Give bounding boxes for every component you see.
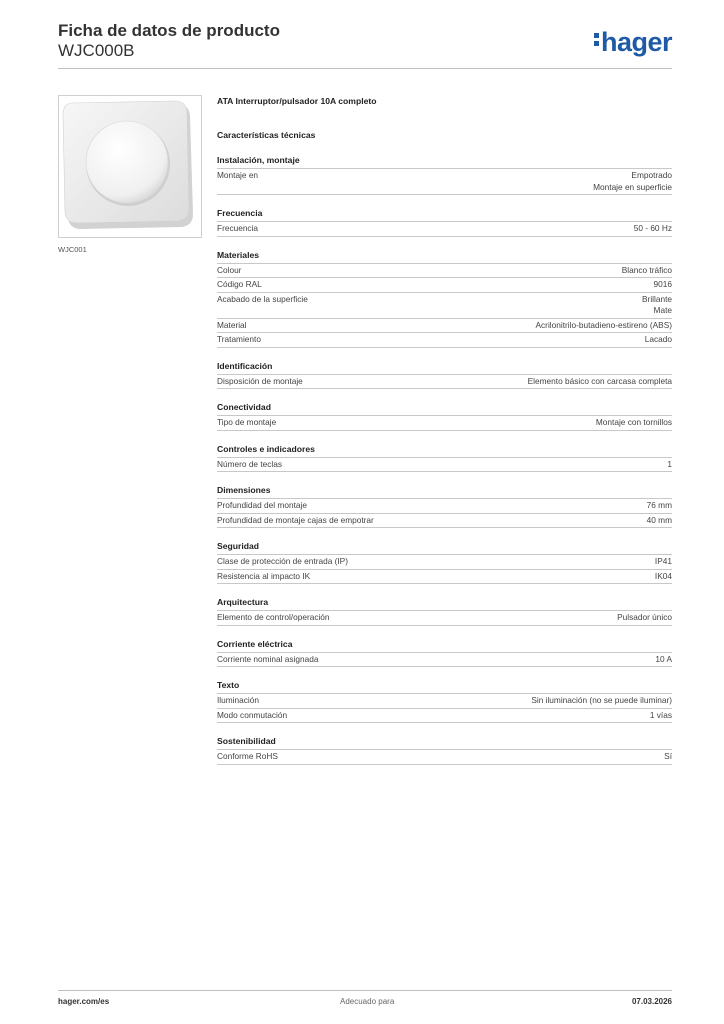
section-title: Conectividad [217, 401, 672, 416]
footer-suitable-for: Adecuado para [340, 997, 395, 1006]
header-divider [58, 68, 672, 69]
spec-section [217, 249, 672, 348]
spec-row [217, 514, 672, 529]
spec-value: 40 mm [646, 514, 672, 525]
spec-section [217, 484, 672, 528]
spec-section [217, 735, 672, 765]
spec-section [217, 154, 672, 195]
spec-label: Frecuencia [217, 223, 259, 233]
spec-label: Disposición de montaje [217, 375, 303, 386]
spec-row [217, 555, 672, 570]
spec-label: Elemento de control/operación [217, 612, 330, 622]
spec-row [217, 333, 672, 348]
spec-value: Pulsador único [617, 612, 672, 622]
footer-date: 07.03.2026 [631, 997, 672, 1006]
spec-row [217, 499, 672, 514]
spec-label: Corriente nominal asignada [217, 653, 319, 664]
spec-row [217, 169, 672, 195]
spec-value: 76 mm [646, 500, 672, 510]
product-title: ATA Interruptor/pulsador 10A completo [217, 96, 377, 106]
footer-website: hager.com/es [58, 997, 110, 1006]
spec-row [217, 653, 672, 668]
spec-value: Sí [664, 751, 672, 761]
spec-value: IP41 [654, 556, 672, 566]
spec-row [217, 570, 672, 585]
spec-label: Material [217, 319, 247, 330]
spec-row [217, 458, 672, 473]
footer-divider [58, 990, 672, 991]
product-code: WJC000B [58, 41, 135, 60]
technical-characteristics-heading: Características técnicas [217, 130, 316, 140]
spec-value: Montaje con tornillos [595, 417, 672, 427]
section-title: Dimensiones [217, 484, 672, 499]
spec-label: Iluminación [217, 695, 259, 705]
spec-label: Modo conmutación [217, 709, 288, 720]
spec-row [217, 319, 672, 334]
spec-row [217, 293, 672, 319]
spec-value: 1 [667, 458, 672, 469]
section-title: Arquitectura [217, 596, 672, 611]
spec-row [217, 611, 672, 626]
image-caption: WJC001 [58, 245, 87, 254]
spec-label: Tratamiento [217, 334, 261, 344]
spec-section [217, 540, 672, 584]
section-title: Controles e indicadores [217, 443, 672, 458]
spec-value: Elemento básico con carcasa completa [527, 375, 672, 386]
spec-label: Número de teclas [217, 458, 283, 469]
logo-text: hager [600, 27, 672, 57]
switch-illustration [59, 96, 201, 237]
spec-label: Profundidad de montaje cajas de empotrar [217, 514, 374, 525]
spec-row [217, 278, 672, 293]
spec-value: 10 A [655, 653, 672, 664]
spec-row [217, 750, 672, 765]
spec-row [217, 694, 672, 709]
section-title: Instalación, montaje [217, 154, 672, 169]
spec-label: Conforme RoHS [217, 751, 278, 761]
spec-row [217, 264, 672, 279]
document-title: Ficha de datos de producto [58, 21, 280, 40]
spec-label: Tipo de montaje [217, 417, 277, 427]
section-title: Corriente eléctrica [217, 638, 672, 653]
spec-label: Colour [217, 264, 242, 275]
section-title: Identificación [217, 360, 672, 375]
logo-dots-icon [594, 30, 600, 49]
section-title: Seguridad [217, 540, 672, 555]
spec-label: Profundidad del montaje [217, 500, 307, 510]
datasheet-content [217, 94, 672, 765]
spec-label: Resistencia al impacto IK [217, 570, 311, 581]
spec-sections [217, 154, 672, 765]
spec-section [217, 443, 672, 473]
spec-value: 1 vías [649, 709, 672, 720]
spec-section [217, 679, 672, 723]
spec-value: Blanco tráfico [621, 264, 672, 275]
spec-label: Código RAL [217, 279, 262, 289]
product-image [58, 95, 202, 238]
section-title: Sostenibilidad [217, 735, 672, 750]
spec-row [217, 416, 672, 431]
spec-value: IK04 [654, 570, 672, 581]
spec-row [217, 375, 672, 390]
section-title: Texto [217, 679, 672, 694]
spec-section [217, 360, 672, 390]
spec-section [217, 596, 672, 626]
spec-row [217, 222, 672, 237]
spec-row [217, 709, 672, 724]
spec-value: Empotrado Montaje en superficie [593, 170, 672, 192]
spec-value: 9016 [653, 279, 672, 289]
spec-label: Clase de protección de entrada (IP) [217, 556, 348, 566]
section-title: Frecuencia [217, 207, 672, 222]
spec-value: Brillante Mate [642, 293, 672, 315]
spec-value: Lacado [644, 334, 672, 344]
spec-section [217, 401, 672, 431]
section-title: Materiales [217, 249, 672, 264]
spec-label: Acabado de la superficie [217, 293, 308, 304]
spec-label: Montaje en [217, 170, 259, 180]
spec-section [217, 207, 672, 237]
spec-value: Acrilonitrilo-butadieno-estireno (ABS) [535, 319, 672, 330]
hager-logo [594, 27, 672, 57]
spec-section [217, 638, 672, 668]
spec-value: 50 - 60 Hz [633, 223, 672, 233]
spec-value: Sin iluminación (no se puede iluminar) [531, 695, 672, 705]
page-header [58, 21, 280, 61]
